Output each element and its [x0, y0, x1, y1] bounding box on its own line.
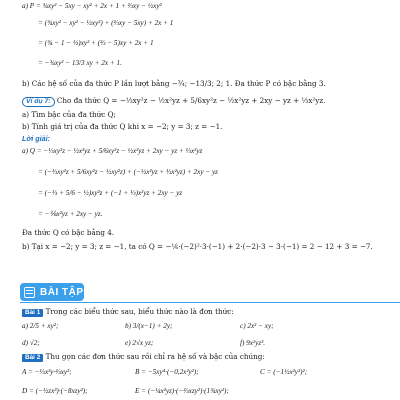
exercise-1-badge: Bài 1 — [22, 309, 43, 317]
eq-q-line1: a) Q = −⅓xy²z − ½x²yz + 5/6xy²z − ½x²yz + 2xy − yz + ⅓x²yz — [22, 147, 203, 155]
exercises-header — [20, 283, 84, 301]
exercise-1-a: a) 2/5 + xy²; — [22, 322, 59, 330]
exercise-2-badge: Bài 2 — [22, 354, 43, 362]
header-divider — [20, 302, 400, 303]
exercises-title: BÀI TẬP — [40, 286, 84, 298]
eq-q-line2: = (−⅓xy²z + 5/6xy²z − ½xy²z) + (−½x²yz + ⅓x²yz) + 2xy − yz — [38, 168, 218, 176]
exercise-1-e: e) 2√x yz; — [125, 339, 154, 347]
example-7-question-a: a) Tìm bậc của đa thức Q; — [22, 110, 116, 119]
exercise-1-f: f) 9x²yz³. — [240, 339, 266, 347]
exercise-1-c: c) 2x² − xy; — [240, 322, 274, 330]
exercise-2 — [22, 352, 265, 362]
exercise-2-text: Thu gọn các đơn thức sau rồi chỉ ra hệ số và bậc của chúng: — [45, 352, 265, 361]
exercise-2-B: B = −5xy⁴·(−0,2x²y²); — [135, 368, 199, 376]
eq-q-line3: = (−⅓ + 5/6 − ½)xy²z + (−1 + ⅓)x²yz + 2xy − yz — [38, 189, 183, 197]
exercise-2-A: A = −⅓x³y·⅔xy³; — [22, 368, 72, 376]
exercise-2-D: D = (−½zx³)·(−8xzy²); — [22, 387, 88, 395]
exercise-2-C: C = (−1½x²y³)²; — [260, 368, 308, 376]
example-7-question-b: b) Tính giá trị của đa thức Q khi x = −2; y = 3; z = −1. — [22, 122, 223, 131]
exercise-2-E: E = (−¼x²yz)·(−⅔xzy²)·(1¾xy²); — [135, 387, 229, 395]
exercise-1-b: b) 3/(x−1) + 2y; — [125, 322, 173, 330]
part-b-evaluation: b) Tại x = −2; y = 3; z = −1, ta có Q = −⅙·(−2)²·3·(−1) + 2·(−2)·3 − 3·(−1) = 2 − 12 + 3 = −7. — [22, 242, 373, 251]
example-7-line — [22, 96, 325, 107]
exercise-1-text: Trong các biểu thức sau, biểu thức nào là đơn thức: — [45, 307, 234, 316]
eq-q-line4: = −⅙x²yz + 2xy − yz. — [38, 210, 103, 218]
exercise-1-d: d) √2; — [22, 339, 40, 347]
eq-p-line3: = (¾ − 1 − ½)xy² + (⅔ − 5)xy + 2x + 1 — [38, 39, 154, 47]
example-7-badge: Ví dụ 7: — [22, 97, 55, 107]
part-b-text: b) Các hệ số của đa thức P lần lượt bằng −¾; −13/3; 2; 1. Đa thức P có bậc bằng 3. — [22, 79, 326, 88]
degree-statement: Đa thức Q có bậc bằng 4. — [22, 228, 115, 237]
exercise-1 — [22, 307, 234, 317]
eq-p-line2: = (¾xy² − xy² − ½xy²) + (⅔xy − 5xy) + 2x + 1 — [38, 19, 174, 27]
eq-p-line1: a) P = ¾xy² − 5xy − xy² + 2x + 1 + ⅔xy − ½xy² — [22, 2, 162, 10]
notebook-icon — [24, 287, 35, 298]
solution-heading: Lời giải: — [22, 134, 50, 143]
example-7-text: Cho đa thức Q = −⅓xy²z − ½x²yz + 5/6xy²z − ½x²yz + 2xy − yz + ⅓x²yz. — [56, 96, 326, 105]
eq-p-line4: = −¾xy² − 13/3 xy + 2x + 1. — [38, 59, 122, 67]
